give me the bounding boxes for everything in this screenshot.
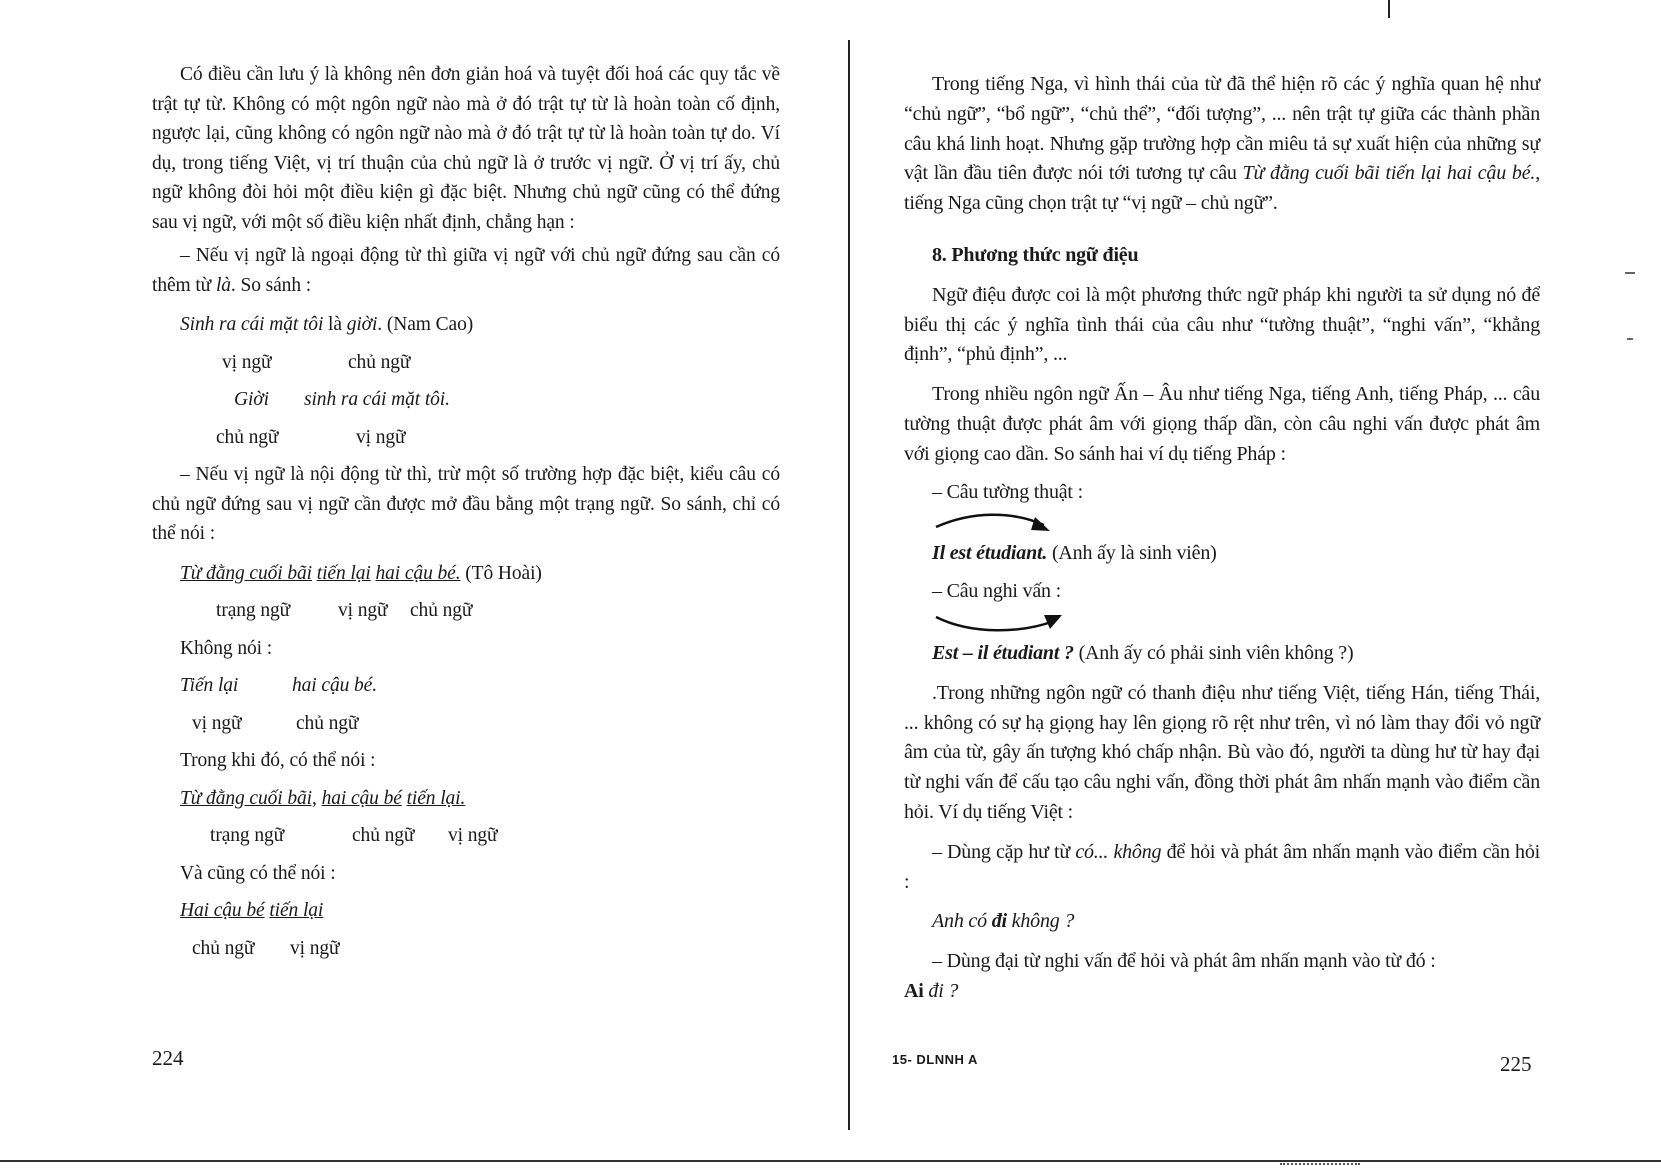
text: hai cậu bé. [375, 562, 461, 584]
scan-dots [1280, 1163, 1360, 1168]
paragraph: – Dùng đại từ nghi vấn để hỏi và phát âm nhấn mạnh vào từ đó : [932, 950, 1436, 973]
text: Est – il étudiant ? [932, 641, 1074, 664]
label: chủ ngữ [352, 825, 415, 846]
example-sentence [152, 784, 780, 814]
example-sentence [152, 310, 780, 340]
label: vị ngữ [448, 825, 498, 846]
left-page [152, 60, 780, 963]
text: tiến lại [316, 562, 371, 584]
text: . So sánh : [230, 274, 312, 296]
text: Từ đằng cuối bãi, [180, 787, 317, 809]
falling-intonation-arrow-icon [932, 509, 1062, 539]
example-sentence [904, 539, 1540, 569]
text: Giời [234, 389, 269, 410]
scan-edge [0, 1160, 1661, 1162]
grammar-labels [152, 423, 780, 453]
grammar-labels [152, 821, 780, 851]
page-gutter [848, 40, 850, 1130]
label: vị ngữ [192, 712, 242, 734]
text: giời [346, 314, 378, 335]
paragraph: – Nếu vị ngữ là nội động từ thì, trừ một số trường hợp đặc biệt, kiểu câu có chủ ngữ đứng sau vị ngữ cần được mở đầu bằng một trạng ngữ. So sánh, chỉ có thể nói : [152, 464, 780, 544]
text: , tiếng Nga cũng chọn trật tự “vị ngữ – chủ ngữ”. [904, 162, 1540, 215]
page-number: 224 [152, 1046, 184, 1070]
text: đi ? [923, 979, 959, 1002]
text: – Dùng cặp hư từ [932, 840, 1076, 863]
section-heading: 8. Phương thức ngữ điệu [932, 243, 1139, 266]
text: tiến lại. [406, 787, 466, 809]
paragraph: Ngữ điệu được coi là một phương thức ngữ pháp khi người ta sử dụng nó để biểu thị các ý nghĩa tình thái của câu như “tường thuật”, “nghi vấn”, “khẳng định”, “phủ định”, ... [904, 283, 1540, 366]
text: (Tô Hoài) [465, 562, 542, 584]
page-number: 225 [1500, 1052, 1532, 1076]
example-sentence [152, 671, 780, 701]
text: là [215, 274, 231, 296]
paragraph [152, 241, 780, 300]
text: không ? [1006, 910, 1075, 933]
label: chủ ngữ [410, 600, 473, 621]
label: chủ ngữ [296, 712, 359, 734]
text: Từ đằng cuối bãi tiến lại hai cậu bé. [1242, 162, 1536, 185]
example-sentence [152, 559, 780, 589]
list-label: – Câu nghi vấn : [932, 580, 1062, 603]
text: đi [991, 910, 1007, 933]
example-sentence [152, 896, 780, 926]
example-sentence [152, 385, 780, 415]
text: có... không [1075, 840, 1162, 863]
label: vị ngữ [222, 351, 272, 373]
paragraph: Trong nhiều ngôn ngữ Ấn – Âu như tiếng Nga, tiếng Anh, tiếng Pháp, ... câu tường thuật được phát âm với giọng thấp dần, còn câu nghi vấn được phát âm với giọng cao dần. So sánh hai ví dụ tiếng Pháp : [904, 383, 1540, 465]
scan-speck [1627, 338, 1633, 340]
text: (Anh ấy có phải sinh viên không ?) [1073, 641, 1354, 664]
paragraph: Có điều cần lưu ý là không nên đơn giản hoá và tuyệt đối hoá các quy tắc về trật tự từ. Không có một ngôn ngữ nào mà ở đó trật tự từ là hoàn toàn cố định, ngược lại, cũng không có ngôn ngữ nào mà ở đó trật tự từ là hoàn toàn tự do. Ví dụ, trong tiếng Việt, vị trí thuận của chủ ngữ là ở trước vị ngữ. Ở vị trí ấy, chủ ngữ không đòi hỏi một điều kiện gì đặc biệt. Nhưng chủ ngữ cũng có thể đứng sau vị ngữ, với một số điều kiện nhất định, chẳng hạn : [152, 64, 780, 233]
grammar-labels [152, 934, 780, 964]
example-sentence [904, 639, 1540, 669]
text: tiến lại [269, 900, 324, 921]
label: vị ngữ [356, 426, 406, 448]
paragraph: Và cũng có thể nói : [180, 862, 336, 884]
label: trạng ngữ [210, 825, 285, 846]
paragraph: Trong khi đó, có thể nói : [180, 750, 376, 771]
text: (Anh ấy là sinh viên) [1047, 542, 1217, 565]
text: Sinh ra cái mặt tôi [180, 314, 324, 335]
label: vị ngữ [290, 937, 340, 959]
text: Hai cậu bé [180, 900, 265, 921]
grammar-labels [152, 709, 780, 739]
grammar-labels [152, 348, 780, 378]
paragraph [904, 70, 1540, 219]
footer-code: 15- DLNNH A [892, 1052, 978, 1067]
text: Tiến lại [180, 675, 239, 696]
text: sinh ra cái mặt tôi. [304, 389, 450, 410]
text: Ai [904, 979, 924, 1002]
text: để hỏi và phát âm nhấn mạnh vào điểm cần hỏi : [904, 840, 1540, 893]
text: Trong tiếng Nga, vì hình thái của từ đã thể hiện rõ các ý nghĩa quan hệ như “chủ ngữ”, “bổ ngữ”, “chủ thể”, “đối tượng”, ... nên trật tự giữa các thành phần câu khá linh hoạt. Nhưng gặp trường hợp cần miêu tả sự xuất hiện của những sự vật lần đầu tiên được nói tới tương tự câu [904, 73, 1540, 185]
text: Il est étudiant. [932, 542, 1048, 565]
example-sentence [904, 907, 1540, 937]
paragraph [904, 838, 1540, 898]
text: – Nếu vị ngữ là ngoại động từ thì giữa vị ngữ với chủ ngữ đứng sau cần có thêm từ [152, 245, 780, 296]
label: vị ngữ [338, 600, 388, 621]
scan-speck [1625, 272, 1635, 274]
list-label: – Câu tường thuật : [932, 480, 1083, 503]
right-page [904, 70, 1540, 1007]
paragraph: .Trong những ngôn ngữ có thanh điệu như tiếng Việt, tiếng Hán, tiếng Thái, ... không có sự hạ giọng hay lên giọng rõ rệt như trên, vì nó làm thay đổi vỏ ngữ âm của từ, gây ấn tượng khó chấp nhận. Bù vào đó, người ta dùng hư từ hay đại từ nghi vấn để cấu tạo câu nghi vấn, đồng thời phát âm nhấn mạnh vào điểm cần hỏi. Ví dụ tiếng Việt : [904, 681, 1540, 823]
text: hai cậu bé. [292, 675, 378, 696]
text: Anh có [932, 910, 992, 933]
example-sentence [904, 977, 1540, 1007]
rising-intonation-arrow-icon [932, 609, 1072, 639]
text: là [323, 314, 347, 335]
label: chủ ngữ [192, 937, 255, 959]
paragraph: Không nói : [180, 637, 273, 659]
label: trạng ngữ [216, 600, 291, 621]
text: hai cậu bé [321, 787, 402, 809]
label: chủ ngữ [348, 351, 411, 373]
text: Từ đằng cuối bãi [180, 562, 312, 584]
text: . (Nam Cao) [377, 314, 474, 335]
scan-mark [1388, 0, 1390, 18]
grammar-labels [152, 596, 780, 626]
label: chủ ngữ [216, 426, 279, 448]
